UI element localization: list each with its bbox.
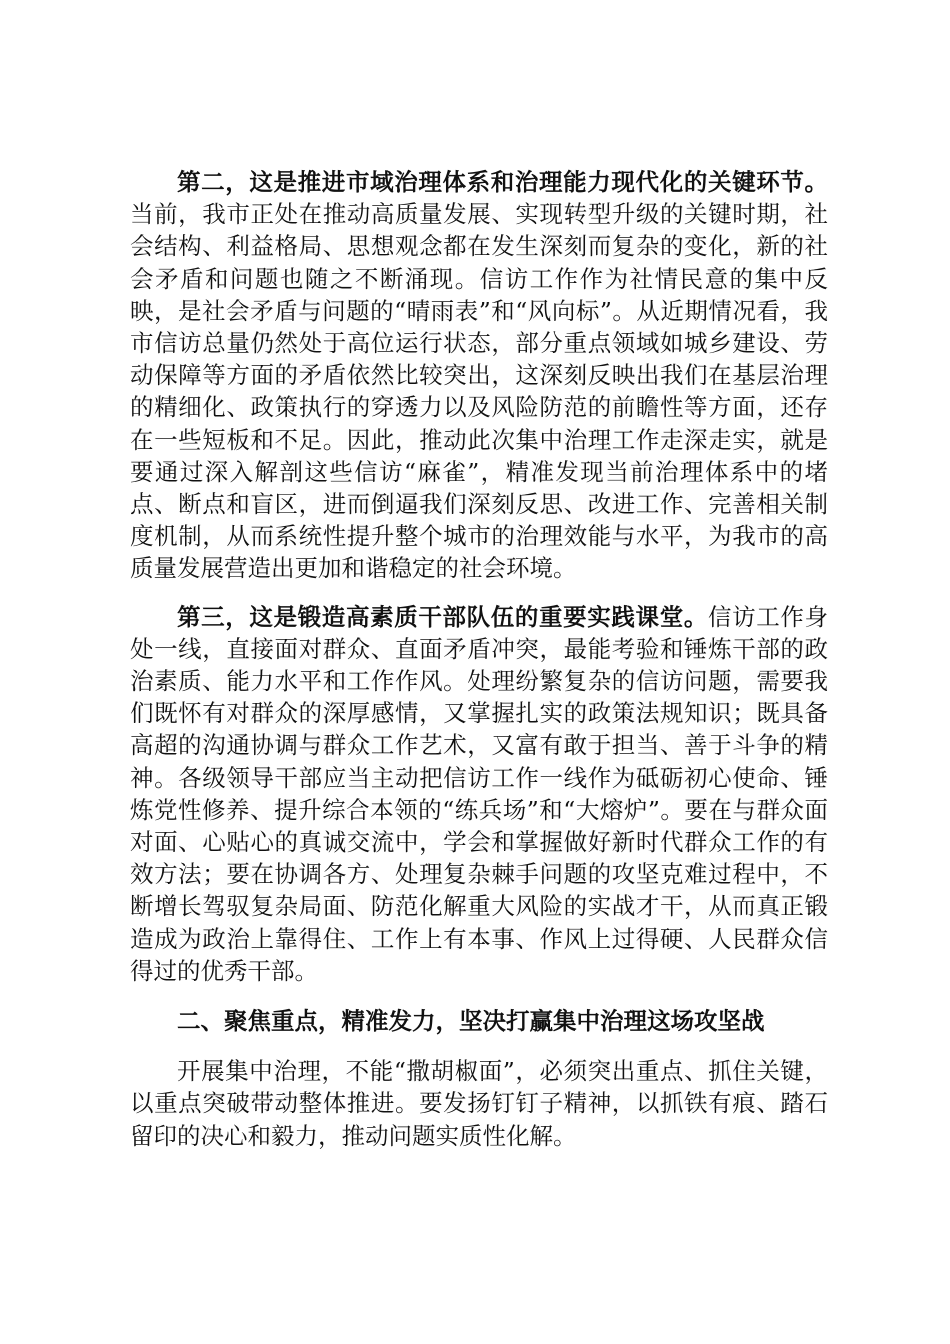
paragraph-body: 信访工作身处一线，直接面对群众、直面矛盾冲突，最能考验和锤炼干部的政治素质、能力水平和工作作风。处理纷繁复杂的信访问题，需要我们既怀有对群众的深厚感情，又掌握扎实的政策法规知识；既具备高超的沟通协调与群众工作艺术，又富有敢于担当、善于斗争的精神。各级领导干部应当主动把信访工作一线作为砥砺初心使命、锤炼党性修养、提升综合本领的“练兵场”和“大熔炉”。要在与群众面对面、心贴心的真诚交流中，学会和掌握做好新时代群众工作的有效方法；要在协调各方、处理复杂棘手问题的攻坚克难过程中，不断增长驾驭复杂局面、防范化解重大风险的实战才干，从而真正锻造成为政治上靠得住、工作上有本事、作风上过得硬、人民群众信得过的优秀干部。 [130,602,829,985]
paragraph-third [130,601,828,987]
paragraph-body: 当前，我市正处在推动高质量发展、实现转型升级的关键时期，社会结构、利益格局、思想观念都在发生深刻而复杂的变化，新的社会矛盾和问题也随之不断涌现。信访工作作为社情民意的集中反映，是社会矛盾与问题的“晴雨表”和“风向标”。从近期情况看，我市信访总量仍然处于高位运行状态，部分重点领域如城乡建设、劳动保障等方面的矛盾依然比较突出，这深刻反映出我们在基层治理的精细化、政策执行的穿透力以及风险防范的前瞻性等方面，还存在一些短板和不足。因此，推动此次集中治理工作走深走实，就是要通过深入解剖这些信访“麻雀”，精准发现当前治理体系中的堵点、断点和盲区，进而倒逼我们深刻反思、改进工作、完善相关制度机制，从而系统性提升整个城市的治理效能与水平，为我市的高质量发展营造出更加和谐稳定的社会环境。 [130,200,828,583]
document-page [130,166,828,1152]
section-heading: 二、聚焦重点，精准发力，坚决打赢集中治理这场攻坚战 [177,1007,765,1036]
paragraph-lead: 第三，这是锻造高素质干部队伍的重要实践课堂。 [177,602,708,631]
paragraph-lead: 第二，这是推进市域治理体系和治理能力现代化的关键环节。 [177,168,828,196]
paragraph-closing: 开展集中治理，不能“撒胡椒面”，必须突出重点、抓住关键，以重点突破带动整体推进。要发扬钉钉子精神，以抓铁有痕、踏石留印的决心和毅力，推动问题实质性化解。 [130,1057,828,1150]
paragraph-second [130,166,828,585]
